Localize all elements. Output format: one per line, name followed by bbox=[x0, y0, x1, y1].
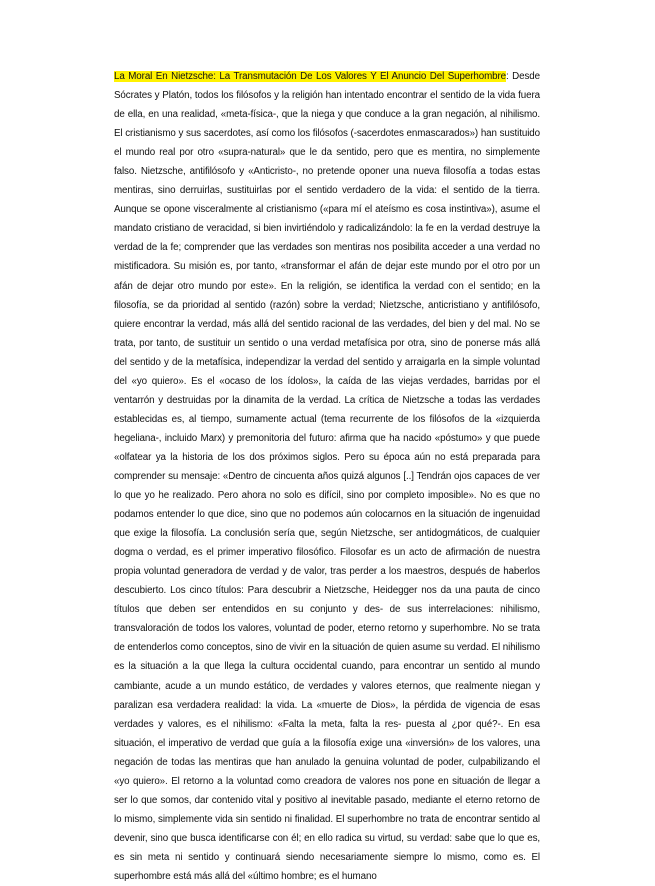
document-paragraph bbox=[114, 67, 540, 886]
document-title: La Moral En Nietzsche: La Transmutación De Los Valores Y El Anuncio Del Superhombre bbox=[114, 71, 506, 82]
title-separator: : bbox=[506, 71, 509, 82]
document-body: Desde Sócrates y Platón, todos los filósofos y la religión han intentado encontrar el sentido de la vida fuera de ella, en una realidad, «meta-física-, que la niega y que conduce a la gran negación, al nihilismo. El cristianismo y sus sacerdotes, así como los filósofos (-sacerdotes enmascarados») han sustituido el mundo real por otro «supra-natural» que le da sentido, pero que es mentira, no simplemente falso. Nietzsche, antifilósofo y «Anticristo-, no pretende oponer una nueva filosofía a todas estas mentiras, sino derruirlas, sustituirlas por el sentido verdadero de la vida: el sentido de la tierra. Aunque se opone visceralmente al cristianismo («para mí el ateísmo es cosa instintiva»), asume el mandato cristiano de veracidad, si bien invirtiéndolo y radicalizándolo: la fe en la verdad destruye la verdad de la fe; comprender que las verdades son mentiras nos posibilita acceder a una verdad no mistificadora. Su misión es, por tanto, «transformar el afán de dejar este mundo por el otro por un afán de dejar otro mundo por este». En la religión, se identifica la verdad con el sentido; en la filosofía, se da prioridad al sentido (razón) sobre la verdad; Nietzsche, anticristiano y antifilósofo, quiere encontrar la verdad, más allá del sentido racional de las verdades, del bien y del mal. No se trata, por tanto, de sustituir un sentido o una verdad metafísica por otra, sino de ponerse más allá del sentido y de la metafísica, independizar la verdad del sentido y arraigarla en la simple voluntad del «yo quiero». Es el «ocaso de los ídolos», la caída de las viejas verdades, barridas por el ventarrón y destruidas por la dinamita de la verdad. La crítica de Nietzsche a todas las verdades establecidas es, al tiempo, sumamente actual (tema recurrente de los filósofos de la «izquierda hegeliana-, incluido Marx) y premonitoria del futuro: afirma que ha nacido «póstumo» y que puede «olfatear ya la historia de los dos próximos siglos. Pero su época aún no está preparada para comprender su mensaje: «Dentro de cincuenta años quizá algunos [..] Tendrán ojos capaces de ver lo que yo he realizado. Pero ahora no solo es difícil, sino por completo imposible». No es que no podamos entender lo que dice, sino que no podemos aún colocarnos en la situación de ingenuidad que exige la filosofía. La conclusión sería que, según Nietzsche, ser antidogmáticos, de cualquier dogma o verdad, es el primer imperativo filosófico. Filosofar es un acto de afirmación de nuestra propia voluntad generadora de verdad y de valor, tras perder a los maestros, después de haberlos descubierto. Los cinco títulos: Para descubrir a Nietzsche, Heidegger nos da una pauta de cinco títulos que deben ser entendidos en su conjunto y des- de sus interrelaciones: nihilismo, transvaloración de todos los valores, voluntad de poder, eterno retorno y superhombre. No se trata de entenderlos como conceptos, sino de vivir en la situación de quien asume su verdad. El nihilismo es la situación a la que llega la cultura occidental cuando, para encontrar un sentido al mundo cambiante, acude a un mundo estático, de verdades y valores eternos, que realmente niegan y paralizan esa verdadera realidad: la vida. La «muerte de Dios», la pérdida de vigencia de esas verdades y valores, es el nihilismo: «Falta la meta, falta la res- puesta al ¿por qué?-. En esa situación, el imperativo de verdad que guía a la filosofía exige una «inversión» de los valores, una negación de todas las mentiras que han anulado la genuina voluntad de poder, culpabilizando el «yo quiero». El retorno a la voluntad como creadora de valores nos pone en situación de llegar a ser lo que somos, dar contenido vital y positivo al inevitable pasado, mediante el eterno retorno de lo mismo, simplemente vida sin sentido ni finalidad. El superhombre no trata de encontrar sentido al devenir, sino que busca identificarse con él; en ello radica su virtud, su verdad: sabe que lo que es, es sin meta ni sentido y continuará siendo necesariamente siempre lo mismo, como es. El superhombre está más allá del «último hombre; es el humano bbox=[114, 71, 540, 882]
